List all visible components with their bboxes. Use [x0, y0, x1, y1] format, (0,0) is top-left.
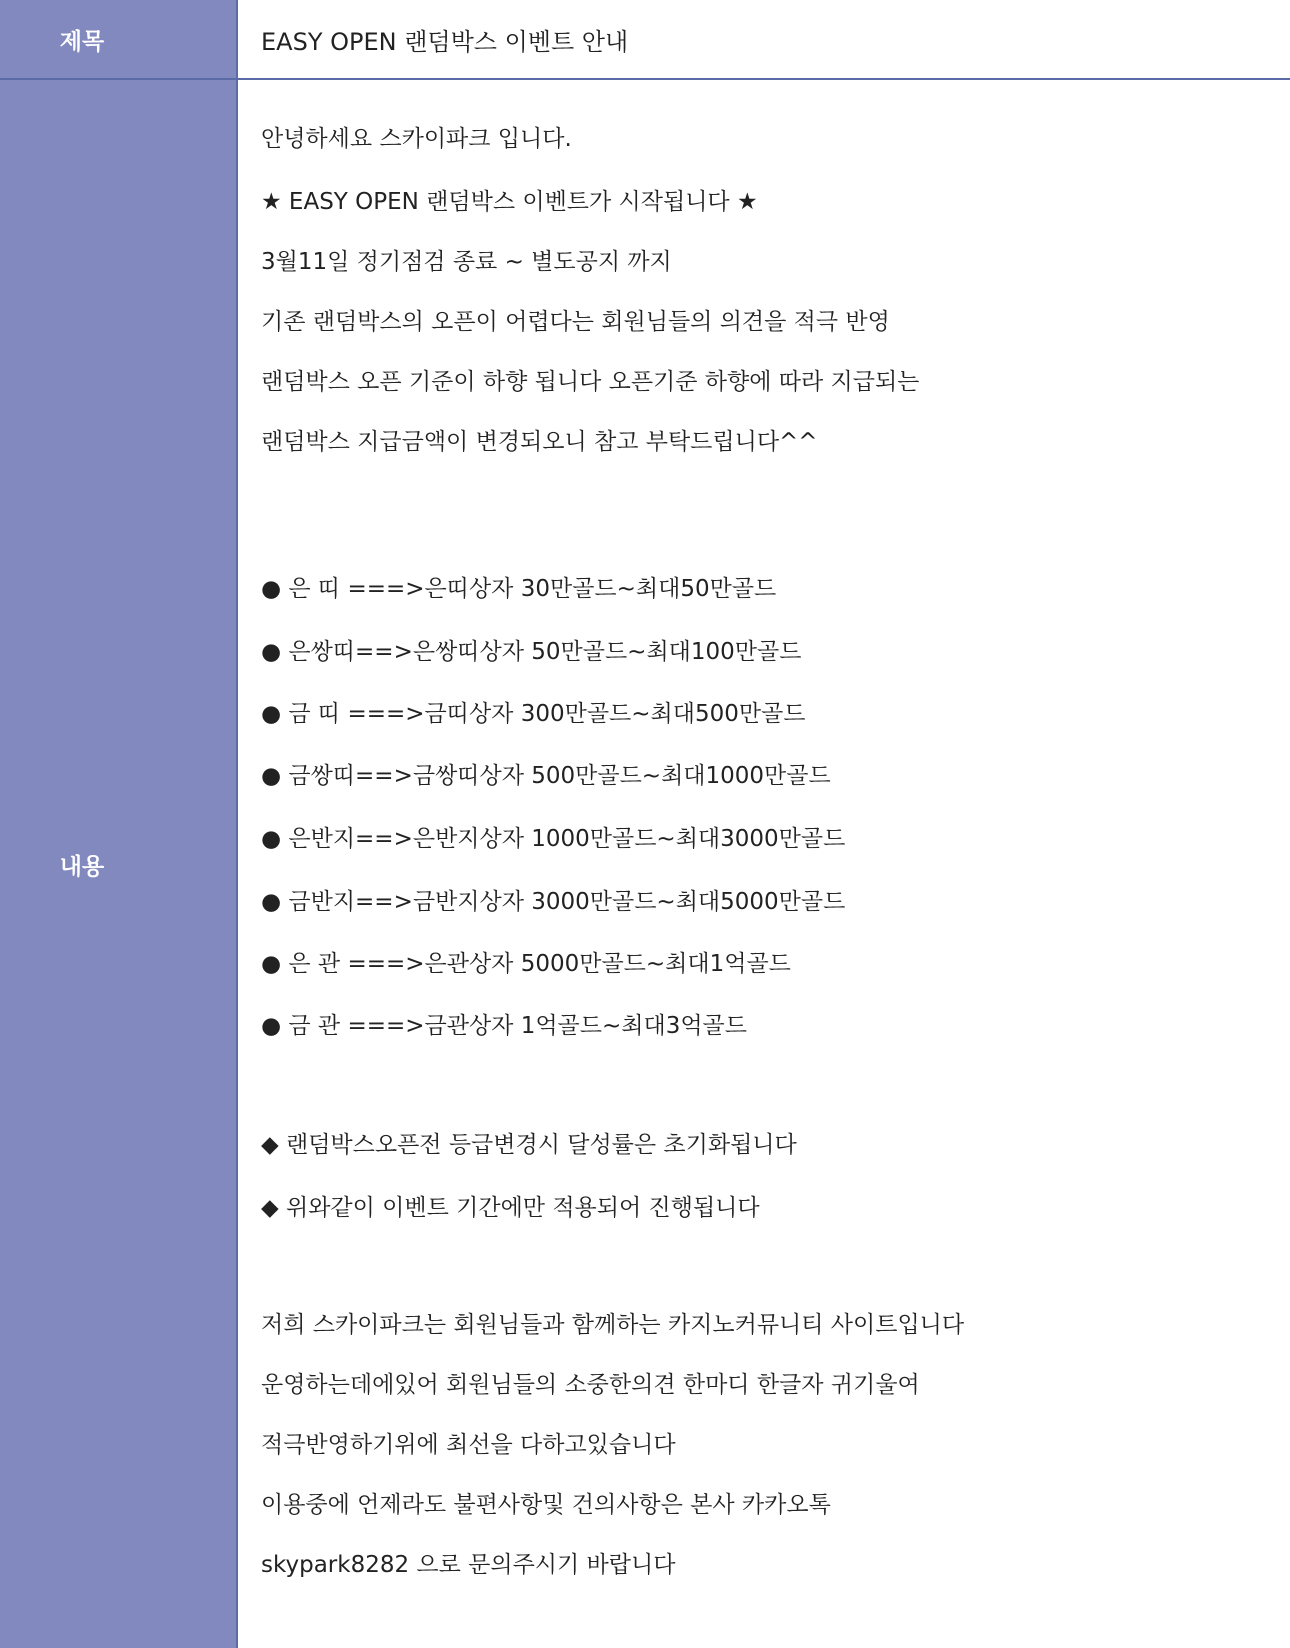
reward-item: ● 금반지==>금반지상자 3000만골드~최대5000만골드 — [261, 889, 846, 915]
closing-line: 적극반영하기위에 최선을 다하고있습니다 — [261, 1432, 676, 1458]
reward-item: ● 은 띠 ===>은띠상자 30만골드~최대50만골드 — [261, 576, 777, 602]
event-headline: ★ EASY OPEN 랜덤박스 이벤트가 시작됩니다 ★ — [261, 189, 758, 215]
intro-line: 안녕하세요 스카이파크 입니다. — [261, 126, 572, 152]
content-line: 랜덤박스 오픈 기준이 하향 됩니다 오픈기준 하향에 따라 지급되는 — [261, 369, 920, 395]
closing-line: 저희 스카이파크는 회원님들과 함께하는 카지노커뮤니티 사이트입니다 — [261, 1312, 965, 1338]
reward-item: ● 은 관 ===>은관상자 5000만골드~최대1억골드 — [261, 951, 791, 977]
closing-line: 이용중에 언제라도 불편사항및 건의사항은 본사 카카오톡 — [261, 1492, 831, 1518]
event-period: 3월11일 정기점검 종료 ~ 별도공지 까지 — [261, 249, 672, 275]
title-label: 제목 — [0, 0, 238, 78]
reward-item: ● 금 관 ===>금관상자 1억골드~최대3억골드 — [261, 1013, 747, 1039]
notice-item: ◆ 랜덤박스오픈전 등급변경시 달성률은 초기화됩니다 — [261, 1132, 797, 1158]
post-title: EASY OPEN 랜덤박스 이벤트 안내 — [261, 27, 629, 56]
notice-item: ◆ 위와같이 이벤트 기간에만 적용되어 진행됩니다 — [261, 1195, 760, 1221]
title-row — [0, 0, 1290, 80]
reward-item: ● 은반지==>은반지상자 1000만골드~최대3000만골드 — [261, 826, 846, 852]
contact-line: skypark8282 으로 문의주시기 바랍니다 — [261, 1552, 676, 1578]
reward-item: ● 은쌍띠==>은쌍띠상자 50만골드~최대100만골드 — [261, 639, 802, 665]
content-row — [0, 80, 1290, 1648]
reward-item: ● 금 띠 ===>금띠상자 300만골드~최대500만골드 — [261, 701, 806, 727]
closing-line: 운영하는데에있어 회원님들의 소중한의견 한마디 한글자 귀기울여 — [261, 1372, 920, 1398]
content-line: 랜덤박스 지급금액이 변경되오니 참고 부탁드립니다^^ — [261, 429, 818, 455]
reward-item: ● 금쌍띠==>금쌍띠상자 500만골드~최대1000만골드 — [261, 763, 831, 789]
content-label: 내용 — [0, 80, 238, 1648]
post-body — [238, 80, 1290, 1648]
content-line: 기존 랜덤박스의 오픈이 어렵다는 회원님들의 의견을 적극 반영 — [261, 309, 890, 335]
